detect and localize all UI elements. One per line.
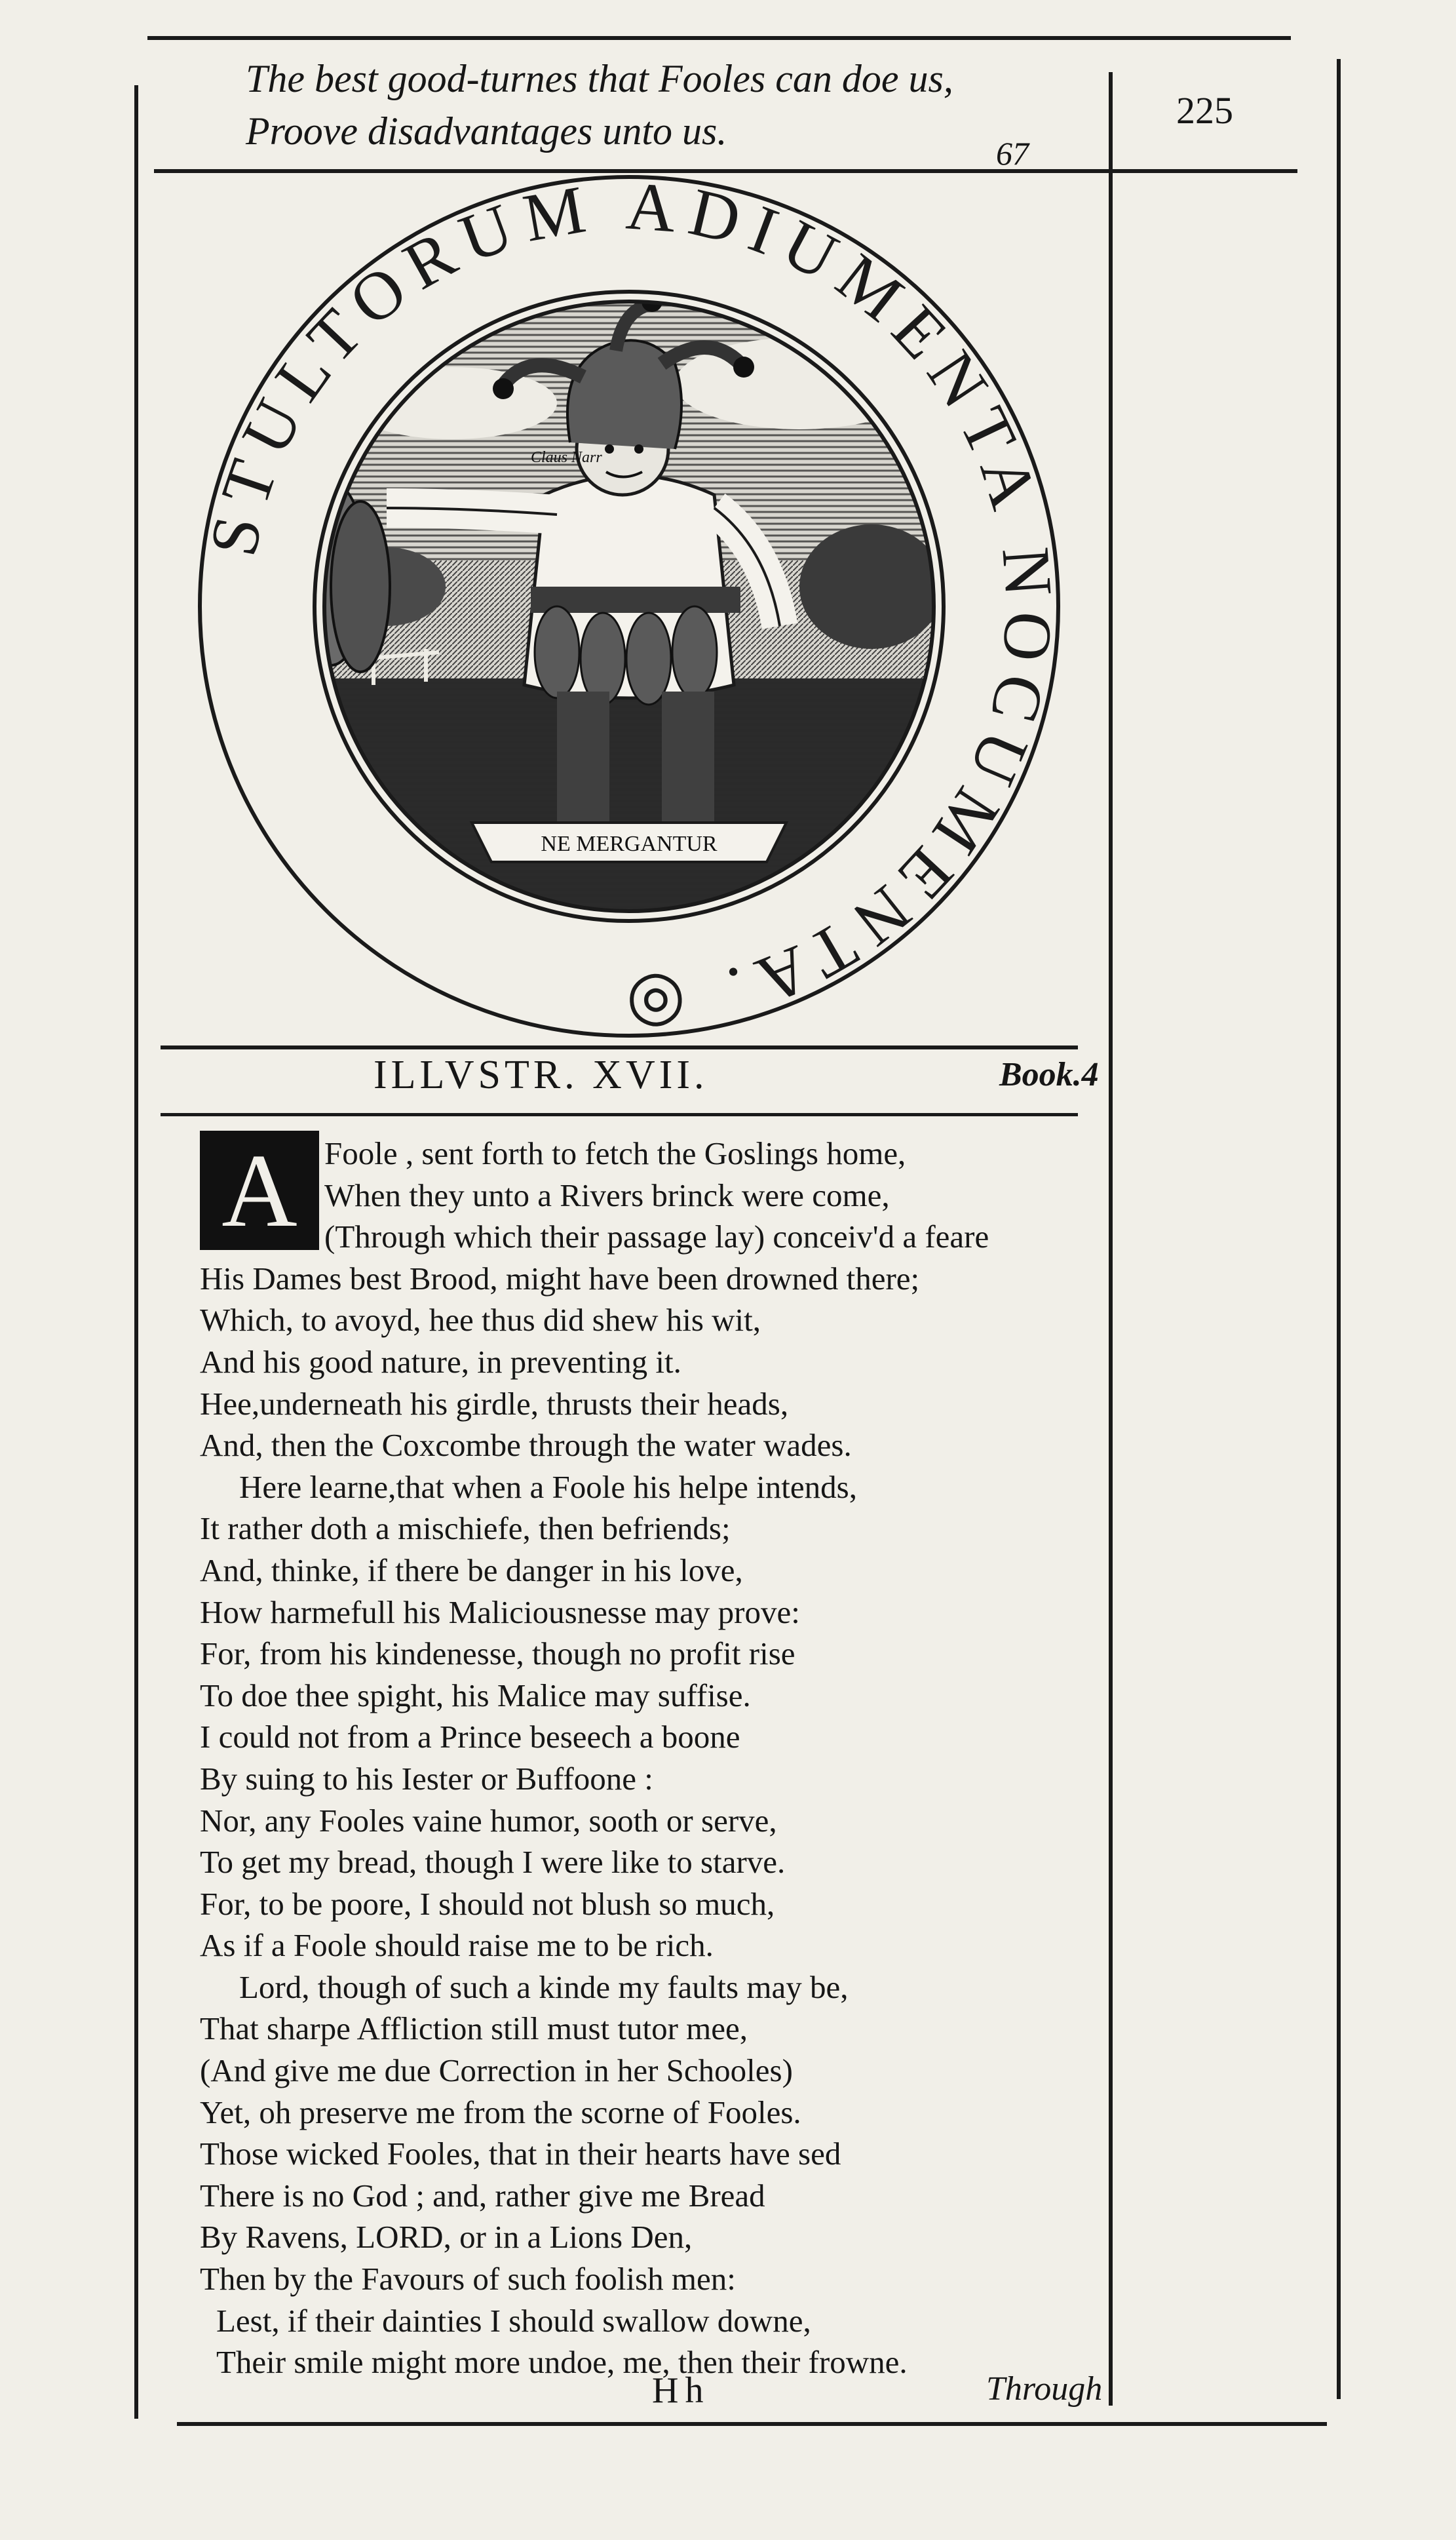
- poem-line: And, then the Coxcombe through the water wades.: [200, 1427, 852, 1464]
- poem-line: That sharpe Affliction still must tutor mee,: [200, 2010, 748, 2047]
- poem-line: For, to be poore, I should not blush so much,: [200, 1885, 775, 1922]
- poem-line: Lest, if their dainties I should swallow downe,: [216, 2302, 811, 2339]
- heading-rule-bottom: [161, 1113, 1078, 1116]
- poem-line: (Through which their passage lay) conceiv'd a feare: [324, 1219, 989, 1255]
- poem-line: (And give me due Correction in her Schooles): [200, 2052, 793, 2089]
- figure-label: Claus Narr: [531, 449, 602, 466]
- poem-line: Nor, any Fooles vaine humor, sooth or serve,: [200, 1802, 777, 1839]
- heading-rule-top: [161, 1045, 1078, 1049]
- poem-line: By suing to his Iester or Buffoone :: [200, 1760, 653, 1797]
- top-rule: [147, 36, 1291, 40]
- poem-line: Those wicked Fooles, that in their hearts have sed: [200, 2136, 841, 2172]
- poem-line: Hee,underneath his girdle, thrusts their heads,: [200, 1385, 789, 1422]
- poem-line: Lord, though of such a kinde my faults may be,: [239, 1968, 849, 2005]
- poem-line: I could not from a Prince beseech a boone: [200, 1719, 740, 1755]
- motto-line-2: Proove disadvantages unto us.: [246, 109, 727, 153]
- poem-line: How harmefull his Maliciousnesse may prove:: [200, 1593, 800, 1630]
- poem-line: Yet, oh preserve me from the scorne of Fooles.: [200, 2094, 801, 2130]
- poem-line: Foole , sent forth to fetch the Goslings home,: [324, 1135, 906, 1171]
- catchword: Through: [986, 2370, 1103, 2408]
- signature-mark: Hh: [652, 2370, 710, 2411]
- page-number: 225: [1176, 89, 1233, 132]
- poem-line: Here learne,that when a Foole his helpe intends,: [239, 1468, 857, 1505]
- motto-line-1: The best good-turnes that Fooles can doe us,: [246, 57, 953, 100]
- bottom-rule: [177, 2422, 1327, 2426]
- poem-line: Then by the Favours of such foolish men:: [200, 2261, 736, 2297]
- poem-line: By Ravens, LORD, or in a Lions Den,: [200, 2219, 693, 2256]
- poem-line: To doe thee spight, his Malice may suffise.: [200, 1677, 751, 1713]
- page-motto: [246, 52, 953, 157]
- poem-line: And, thinke, if there be danger in his love,: [200, 1552, 743, 1588]
- emblem-ring-text: STULTORUM ADIUMENTA NOCUMENTA. ◎: [195, 168, 1067, 1045]
- left-border: [134, 85, 138, 2419]
- poem-line: For, from his kindenesse, though no profit rise: [200, 1635, 795, 1672]
- poem-line: As if a Foole should raise me to be rich.: [200, 1927, 714, 1964]
- right-border-outer: [1337, 59, 1341, 2399]
- poem-line: It rather doth a mischiefe, then befriends;: [200, 1510, 731, 1547]
- poem-line: Their smile might more undoe, me, then their frowne.: [216, 2344, 908, 2381]
- poem-line: To get my bread, though I were like to starve.: [200, 1844, 786, 1881]
- poem-line: His Dames best Brood, might have been drowned there;: [200, 1260, 920, 1297]
- poem-line: And his good nature, in preventing it.: [200, 1343, 681, 1380]
- handwritten-number: 67: [996, 135, 1029, 172]
- emblem-banner: NE MERGANTUR: [541, 832, 718, 856]
- illustration-heading: ILLVSTR. XVII.: [374, 1053, 708, 1097]
- poem-text: [200, 1133, 1130, 2383]
- poem-line: There is no God ; and, rather give me Bread: [200, 2177, 765, 2214]
- emblem-medallion: [190, 167, 1068, 1045]
- book-label: Book.4: [999, 1056, 1099, 1093]
- poem-line: When they unto a Rivers brinck were come,: [324, 1177, 890, 1213]
- drop-cap: A: [200, 1131, 319, 1250]
- poem-line: Which, to avoyd, hee thus did shew his wit,: [200, 1302, 761, 1338]
